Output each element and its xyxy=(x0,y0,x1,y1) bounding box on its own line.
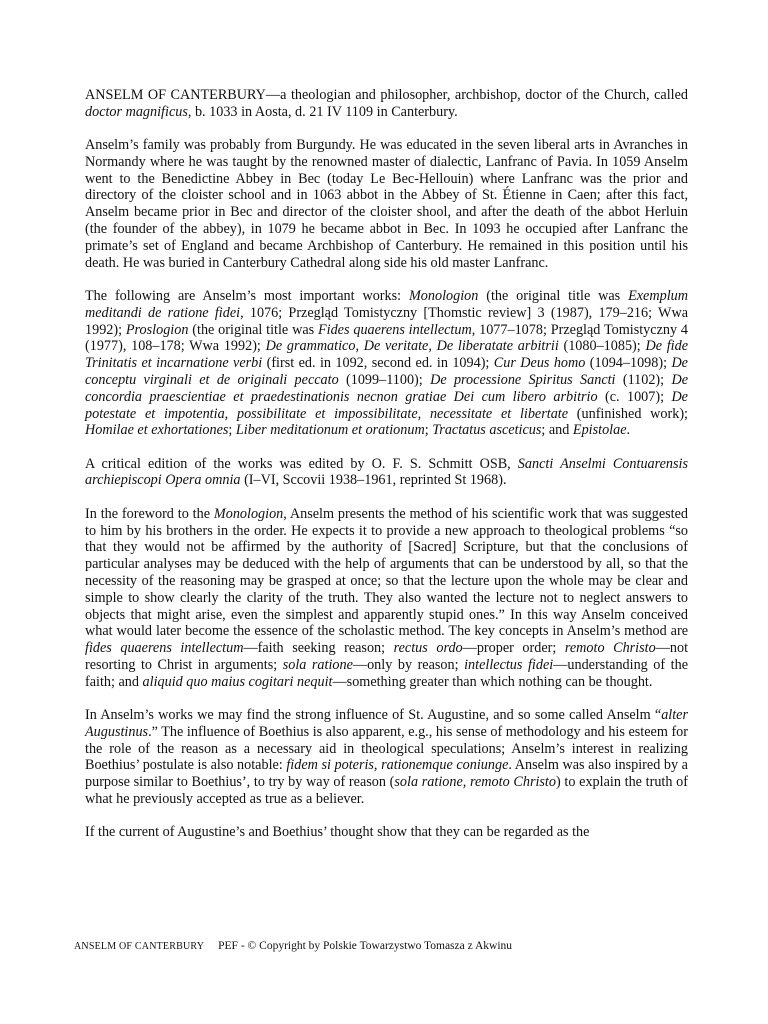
italic-term: De conceptu virginali et de originali peccato xyxy=(85,355,688,388)
text-run: , b. 1033 in Aosta, d. 21 IV 1109 in Canterbury. xyxy=(187,103,458,120)
italic-term: fidem si poteris, rationemque coniunge xyxy=(286,757,509,774)
text-run: In Anselm’s works we may find the strong influence of St. Augustine, and so some called Anselm “ xyxy=(85,707,662,723)
article-body xyxy=(85,87,688,841)
text-run: (1099–1100); xyxy=(338,371,431,388)
italic-term: remoto Christo xyxy=(564,640,656,657)
italic-term: Epistolae xyxy=(572,422,627,439)
italic-term: De processione Spiritus Sancti xyxy=(430,371,616,388)
text-run: , xyxy=(355,338,364,355)
italic-term: Sancti Anselmi Contuarensis archiepiscopi Opera omnia xyxy=(85,455,688,489)
italic-term: Cur Deus homo xyxy=(493,355,586,372)
text-run: , 1076; Przegląd Tomistyczny [Thomstic review] 3 (1987), 179–216; Wwa 1992); xyxy=(85,304,688,338)
italic-term: De liberatate arbitrii xyxy=(436,338,559,355)
italic-term: De concordia praescientiae et praedestinationis necnon gratiae Dei cum libero arbitrio xyxy=(85,371,688,405)
text-run: If the current of Augustine’s and Boethius’ thought show that they can be regarded as the xyxy=(85,824,590,841)
italic-term: Proslogion xyxy=(125,321,189,338)
italic-term: doctor magnificus xyxy=(85,103,188,120)
italic-term: Exemplum meditandi de ratione fidei xyxy=(85,287,688,321)
text-run: Anselm’s family was probably from Burgundy. He was educated in the seven liberal arts in Avranches in Normandy where he was taught by the renowned master of dialectic, Lanfranc of Pavia. In 1059 Anselm went to the Benedictine Abbey in Bec (today Le Bec-Hellouin) where Lanfranc was the prior and directory of the cloister school and in 1063 abbot in the Abbey of St. Étienne in Caen; after this fact, Anselm became prior in Bec and director of the cloister shool, and after the death of the abbot Herluin (the founder of the abbey), in 1079 he became abbot in Bec. In 1093 he occupied after Lanfranc the primate’s set of England and became Archbishop of Canterbury. He remained in this position until his death. He was buried in Canterbury Cathedral along side his old master Lanfranc. xyxy=(85,137,688,271)
text-run: (1080–1085); xyxy=(558,338,646,355)
footer-entry-name: ANSELM OF CANTERBURY xyxy=(74,941,205,952)
text-run: , 1077–1078; Przegląd Tomistyczny 4 (1977), 108–178; Wwa 1992); xyxy=(85,321,688,355)
italic-term: sola ratione xyxy=(282,656,353,673)
text-run: The following are Anselm’s most important works: xyxy=(85,287,409,304)
italic-term: Monologion xyxy=(408,287,479,304)
text-run: —understanding of the faith; and xyxy=(85,656,688,690)
italic-term: aliquid quo maius cogitari nequit xyxy=(142,673,333,690)
italic-term: fides quaerens intellectum xyxy=(85,640,244,657)
paragraph-biography xyxy=(85,137,688,271)
text-run: A critical edition of the works was edited by O. F. S. Schmitt OSB, xyxy=(85,455,518,472)
italic-term: Liber meditationum et orationum xyxy=(235,422,425,439)
paragraph-intro xyxy=(85,87,688,121)
italic-term: rectus ordo xyxy=(393,640,463,657)
text-run: (I–VI, Sccovii 1938–1961, reprinted St 1968). xyxy=(240,472,507,489)
text-run: —faith seeking reason; xyxy=(243,640,394,657)
paragraph-critical-edition xyxy=(85,456,688,490)
text-run: ) to explain the truth of what he previously accepted as true as a believer. xyxy=(85,774,688,807)
text-run: .” The influence of Boethius is also apparent, e.g., his sense of methodology and his esteem for the role of the reason as a necessary aid in theological speculations; Anselm’s interest in realizing Boethius’ postulate is also notable: xyxy=(85,723,688,774)
italic-term: De grammatico xyxy=(265,338,356,355)
text-run: —something greater than which nothing can be thought. xyxy=(332,673,653,690)
text-run: (first ed. in 1092, second ed. in 1094); xyxy=(262,355,494,372)
text-run: In the foreword to the xyxy=(85,505,214,522)
text-run: (the original title was xyxy=(188,321,318,338)
italic-term: De veritate xyxy=(363,338,429,355)
italic-term: Fides quaerens intellectum xyxy=(317,321,472,338)
text-run: ; and xyxy=(541,422,573,439)
italic-term: De potestate et impotentia, possibilitate et impossibilitate, necessitate et libertate xyxy=(85,388,688,422)
italic-term: Homilae et exhortationes xyxy=(85,422,229,439)
text-run: (the original title was xyxy=(478,287,629,304)
paragraph-continuation xyxy=(85,824,688,841)
italic-term: alter Augustinus xyxy=(85,707,688,740)
text-run: —only by reason; xyxy=(352,656,465,673)
text-run: (unfinished work); xyxy=(568,405,688,422)
text-run: ; xyxy=(228,422,236,439)
text-run: , xyxy=(428,338,437,355)
italic-term: Monologion xyxy=(213,505,284,522)
page-footer xyxy=(74,940,512,952)
text-run: ANSELM OF CANTERBURY—a theologian and philosopher, archbishop, doctor of the Church, called xyxy=(85,87,688,103)
footer-copyright: PEF - © Copyright by Polskie Towarzystwo Tomasza z Akwinu xyxy=(218,940,513,952)
italic-term: sola ratione, remoto Christo xyxy=(394,774,556,791)
paragraph-method xyxy=(85,506,688,691)
text-run: . Anselm was also inspired by a purpose similar to Boethius’, to try by way of reason ( xyxy=(85,757,688,791)
text-run: (1102); xyxy=(615,371,672,388)
text-run: —proper order; xyxy=(462,640,565,657)
text-run: , Anselm presents the method of his scientific work that was suggested to him by his brothers in the order. He expects it to provide a new approach to theological problems “so that they would not be affirmed by the authority of [Sacred] Scripture, but that the conclusions of particular analyses may be deduced with the help of arguments that can be understood by all, so that the necessity of the reasoning may be grasped at once; so that the lecture upon the whole may be clear and simple to show clearly the clarity of the truth. They also wanted the lecture not to neglect answers to objects that might arise, even the simplest and apparently stupid ones.” In this way Anselm conceived what would later become the essence of the scholastic method. The key concepts in Anselm’s method are xyxy=(85,505,688,640)
text-run: ; xyxy=(424,422,433,439)
italic-term: Tractatus asceticus xyxy=(432,422,542,439)
italic-term: De fide Trinitatis et incarnatione verbi xyxy=(85,338,688,372)
italic-term: intellectus fidei xyxy=(464,656,554,673)
text-run: . xyxy=(626,422,631,439)
paragraph-influences xyxy=(85,707,688,808)
paragraph-works xyxy=(85,288,688,439)
text-run: (1094–1098); xyxy=(585,355,672,372)
text-run: —not resorting to Christ in arguments; xyxy=(85,640,689,673)
text-run: (c. 1007); xyxy=(597,388,672,405)
